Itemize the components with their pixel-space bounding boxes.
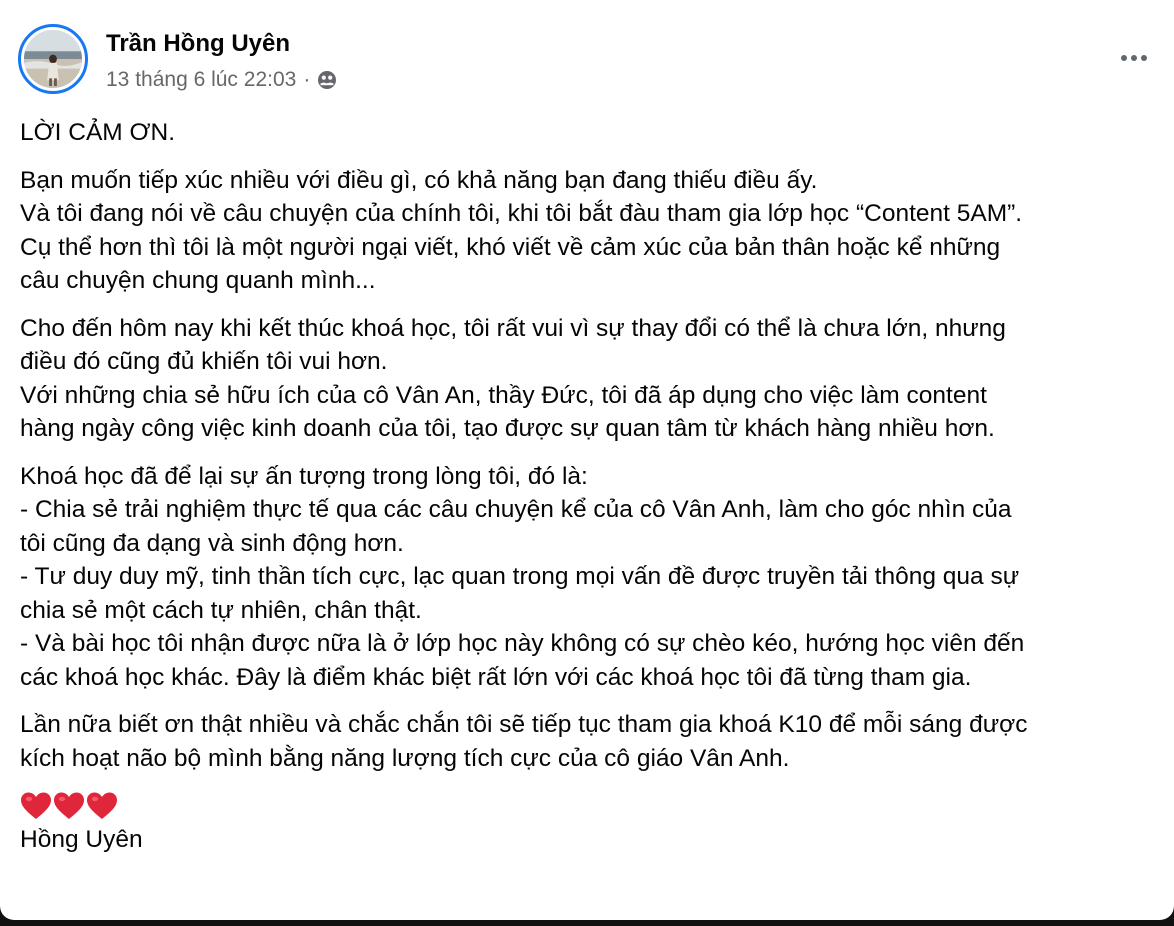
text-line: Khoá học đã để lại sự ấn tượng trong lòng tôi, đó là:: [20, 462, 588, 490]
signoff: Hồng Uyên: [20, 826, 143, 853]
paragraph-4: [20, 708, 1160, 775]
text-line: hàng ngày công việc kinh doanh của tôi, tạo được sự quan tâm từ khách hàng nhiều hơn.: [20, 415, 995, 442]
hearts-row: [20, 789, 1160, 823]
text-line: câu chuyện chung quanh mình...: [20, 267, 376, 294]
text-line: điều đó cũng đủ khiến tôi vui hơn.: [20, 348, 388, 375]
author-name[interactable]: Trần Hồng Uyên: [106, 30, 291, 57]
post-header: [18, 24, 1158, 96]
more-options-icon: [1121, 55, 1127, 61]
paragraph-2: [20, 312, 1160, 446]
text-line: chia sẻ một cách tự nhiên, chân thật.: [20, 596, 422, 624]
text-line: kích hoạt não bộ mình bằng năng lượng tích cực của cô giáo Vân Anh.: [20, 744, 790, 772]
text-line: Bạn muốn tiếp xúc nhiều với điều gì, có khả năng bạn đang thiếu điều ấy.: [20, 166, 818, 194]
more-options-button[interactable]: [1114, 42, 1154, 74]
text-line: Lần nữa biết ơn thật nhiều và chắc chắn tôi sẽ tiếp tục tham gia khoá K10 để mỗi sáng được: [20, 711, 1028, 738]
text-line: tôi cũng đa dạng và sinh động hơn.: [20, 529, 404, 557]
friends-globe-icon[interactable]: [317, 70, 337, 90]
text-line: - Tư duy duy mỹ, tinh thần tích cực, lạc quan trong mọi vấn đề được truyền tải thông qua sự: [20, 563, 1020, 590]
more-options-icon: [1131, 55, 1137, 61]
meta-separator: ·: [303, 68, 311, 91]
text-line: - Và bài học tôi nhận được nữa là ở lớp học này không có sự chèo kéo, hướng học viên đến: [20, 630, 1025, 657]
text-line: Cho đến hôm nay khi kết thúc khoá học, tôi rất vui vì sự thay đổi có thể là chưa lớn, nhưng: [20, 314, 1006, 342]
bottom-edge: [0, 920, 1174, 926]
text-line: - Chia sẻ trải nghiệm thực tế qua các câu chuyện kể của cô Vân Anh, làm cho góc nhìn của: [20, 496, 1012, 523]
avatar[interactable]: [18, 24, 88, 94]
red-heart-icon: [86, 791, 118, 821]
text-line: Và tôi đang nói về câu chuyện của chính tôi, khi tôi bắt đàu tham gia lớp học “Content 5AM”.: [20, 200, 1023, 227]
red-heart-icon: [53, 791, 85, 821]
text-line: Với những chia sẻ hữu ích của cô Vân An, thầy Đức, tôi đã áp dụng cho việc làm content: [20, 381, 987, 409]
post-title: LỜI CẢM ƠN.: [20, 119, 176, 146]
post-timestamp[interactable]: 13 tháng 6 lúc 22:03: [106, 68, 297, 91]
more-options-icon: [1141, 55, 1147, 61]
text-line: các khoá học khác. Đây là điểm khác biệt rất lớn với các khoá học tôi đã từng tham gia.: [20, 663, 972, 691]
avatar-photo: [24, 30, 82, 88]
paragraph-3: [20, 460, 1160, 695]
text-line: Cụ thể hơn thì tôi là một người ngại viết, khó viết về cảm xúc của bản thân hoặc kể những: [20, 233, 1001, 261]
post-meta: [106, 66, 337, 94]
post-body: [20, 116, 1160, 857]
red-heart-icon: [20, 791, 52, 821]
paragraph-1: [20, 164, 1160, 298]
